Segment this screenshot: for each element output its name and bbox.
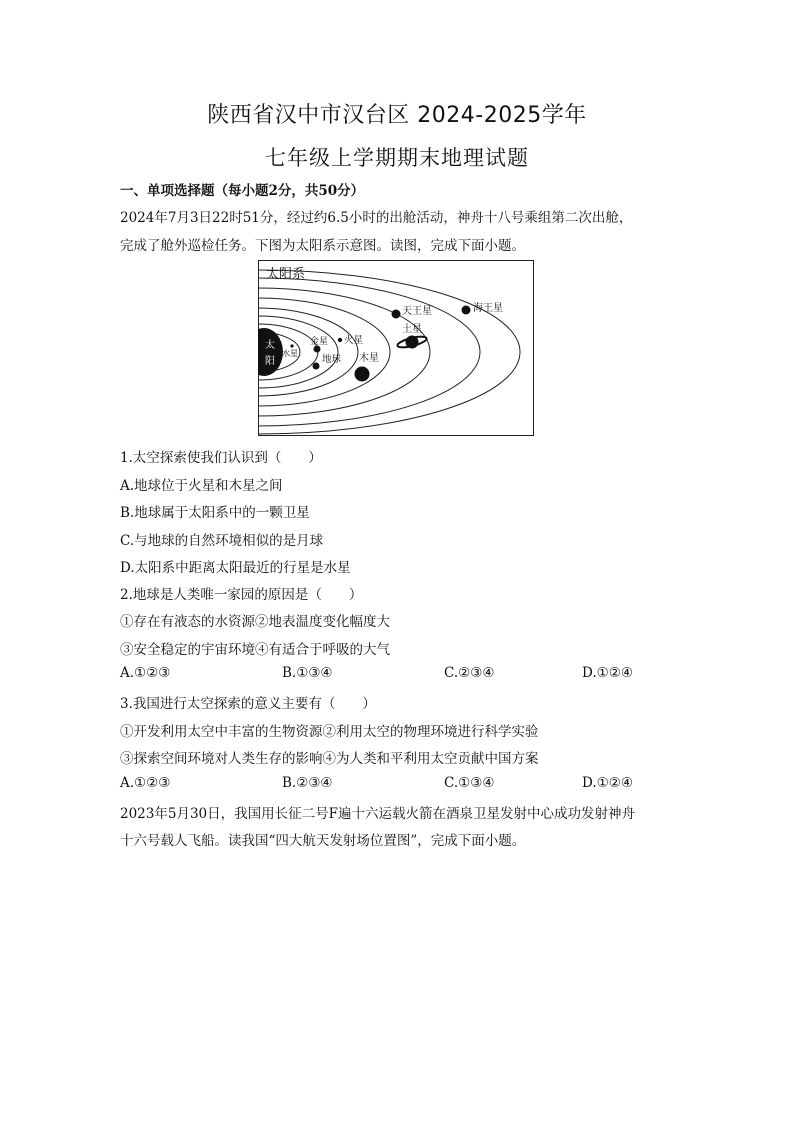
mars-label: 火星 <box>344 335 364 346</box>
answer-option: A.①②③ <box>120 775 171 791</box>
answer-option: A.①②③ <box>120 665 171 681</box>
answer-option: A.地球位于火星和木星之间 <box>120 478 283 494</box>
jupiter-icon <box>355 367 370 382</box>
statement-line: ①存在有液态的水资源②地表温度变化幅度大 <box>120 614 390 630</box>
answer-option: D.①②④ <box>582 665 633 681</box>
answer-option: C.②③④ <box>444 665 495 681</box>
answer-option: D.太阳系中距离太阳最近的行星是水星 <box>120 560 351 576</box>
venus-label: 金星 <box>310 337 329 347</box>
neptune-icon <box>462 306 471 315</box>
answer-option: B.②③④ <box>282 775 333 791</box>
question-stem: 1.太空探索使我们认识到（ ） <box>120 450 322 466</box>
uranus-label: 天王星 <box>402 306 432 317</box>
sun-label: 太 <box>265 340 275 351</box>
statement-line: ③探索空间环境对人类生存的影响④为人类和平利用太空贡献中国方案 <box>120 751 539 767</box>
answer-option: B.地球属于太阳系中的一颗卫星 <box>120 505 310 521</box>
answer-option: B.①③④ <box>282 665 333 681</box>
document-title: 陕西省汉中市汉台区 2024-2025学年 <box>207 103 587 128</box>
saturn-label: 土星 <box>402 324 422 335</box>
statement-line: ①开发利用太空中丰富的生物资源②利用太空的物理环境进行科学实验 <box>120 724 539 740</box>
mercury-label: 水星 <box>282 349 298 358</box>
intro-paragraph-line: 2024年7月3日22时51分，经过约6.5小时的出舱活动，神舟十八号乘组第二次出舱， <box>120 210 633 226</box>
mercury-icon <box>290 344 293 347</box>
intro-paragraph-line: 完成了舱外巡检任务。下图为太阳系示意图。读图，完成下面小题。 <box>120 238 525 254</box>
answer-option: D.①②④ <box>582 775 633 791</box>
uranus-icon <box>392 310 401 319</box>
earth-icon <box>313 363 320 370</box>
question-stem: 2.地球是人类唯一家园的原因是（ ） <box>120 587 363 603</box>
section-heading: 一、单项选择题（每小题2分，共50分） <box>120 183 365 199</box>
sun-label: 阳 <box>265 356 275 367</box>
figure-label: 太阳系 <box>266 267 306 282</box>
jupiter-label: 木星 <box>359 353 379 364</box>
intro-paragraph-line: 2023年5月30日，我国用长征二号F遍十六运载火箭在酒泉卫星发射中心成功发射神舟 <box>120 806 635 822</box>
document-subtitle: 七年级上学期期末地理试题 <box>265 146 529 170</box>
answer-option: C.与地球的自然环境相似的是月球 <box>120 533 324 549</box>
statement-line: ③安全稳定的宇宙环境④有适合于呼吸的大气 <box>120 642 390 658</box>
mars-icon <box>338 338 342 342</box>
solar-system-figure <box>258 260 534 436</box>
earth-label: 地球 <box>322 354 342 365</box>
intro-paragraph-line: 十六号载人飞船。读我国“四大航天发射场位置图”，完成下面小题。 <box>120 833 526 849</box>
question-stem: 3.我国进行太空探索的意义主要有（ ） <box>120 696 376 712</box>
neptune-label: 海王星 <box>473 303 503 314</box>
answer-option: C.①③④ <box>444 775 495 791</box>
